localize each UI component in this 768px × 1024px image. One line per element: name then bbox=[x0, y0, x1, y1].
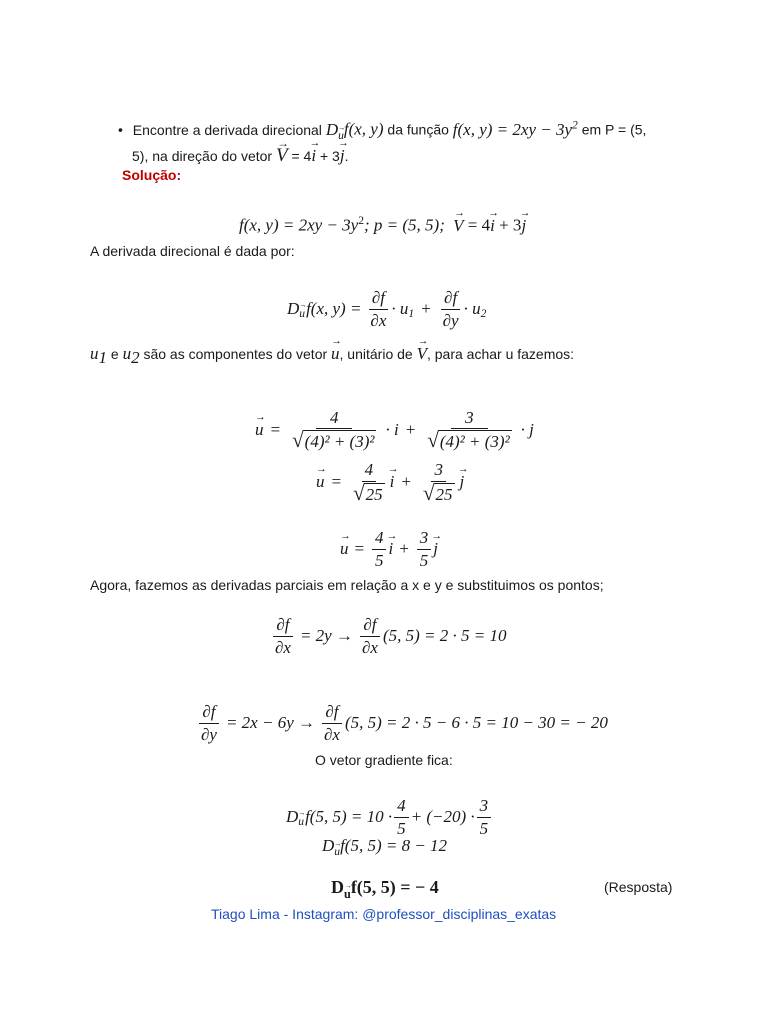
text-gradient: O vetor gradiente fica: bbox=[315, 752, 453, 768]
directional-formula: D → $_u$ f(x, y) = $\frac{\partial f}{\partial x}$ · u $_1$ + $\frac{\partial f}{\partial y}$ · u $_2$ bbox=[287, 288, 486, 330]
author-credit: Tiago Lima - Instagram: @professor_disciplinas_exatas bbox=[211, 906, 557, 922]
problem-line2-text: 5), na direção do vetor bbox=[132, 148, 273, 164]
unit-vector-expression: → u = 4 √ (4)² + (3)² · i + 3 √ (4)² + (3)² · j bbox=[255, 408, 534, 451]
vector-plus: + 3 bbox=[319, 148, 340, 164]
vector-eq: = 4 bbox=[291, 148, 312, 164]
partial-x: $\frac{\partial f}{\partial x}$ = 2y → $\frac{\partial f}{\partial x}$ (5, 5) = 2 · 5 = 10 bbox=[275, 615, 507, 657]
answer-label: (Resposta) bbox=[604, 879, 673, 895]
period: . bbox=[344, 148, 349, 164]
vector-v: → V bbox=[276, 145, 288, 167]
text-directional: A derivada direcional é dada por: bbox=[90, 243, 295, 259]
function-call: f(x, y) bbox=[343, 119, 384, 139]
given-equation: f(x, $y) = 2xy - 3y^2$; p = (5, 5); → V = 4→ i + 3→ j bbox=[239, 214, 526, 236]
unit-i: → i bbox=[311, 146, 316, 166]
text-components: $u_1$ e $u_2$ são as componentes do vetor → u, unitário de → V, para achar u fazemos: bbox=[90, 344, 574, 368]
problem-mid-text: da função bbox=[387, 121, 449, 138]
problem-point-text: em P = (5, bbox=[581, 121, 647, 138]
unit-j: → j bbox=[340, 146, 345, 166]
unit-vector-sqrt25: → u = 4 √ 25 → i + 3 √ 25 → j bbox=[316, 460, 464, 504]
unit-vector-fifths: → u = $\frac{4}{5}$ → i + $\frac{3}{5}$ → j bbox=[340, 528, 438, 570]
partial-y: $\frac{\partial f}{\partial y}$ = 2x − 6y → $\frac{\partial f}{\partial x}$ (5, 5) = 2 · 5 − 6 · 5 = 10 − 30 = − 20 bbox=[201, 702, 608, 744]
problem-line-1 bbox=[118, 118, 646, 142]
bullet: • bbox=[118, 121, 123, 138]
problem-line-2 bbox=[132, 145, 348, 167]
result-line-1: D → $_u$ f(5, 5) = 10 · $\frac{4}{5}$ + (−20) · $\frac{3}{5}$ bbox=[286, 796, 493, 838]
final-answer: D→ $_u$f(5, 5) = − 4 bbox=[331, 877, 439, 902]
result-line-2: D→ $_u$f(5, 5) = 8 − 12 bbox=[322, 836, 447, 858]
solution-label: Solução: bbox=[122, 167, 182, 183]
function-definition: f(x, $y) = 2xy - 3y^2$ bbox=[452, 118, 578, 139]
problem-intro: Encontre a derivada direcional bbox=[132, 121, 322, 138]
operator-d: D→ $_u$ bbox=[326, 120, 344, 139]
text-partial: Agora, fazemos as derivadas parciais em relação a x e y e substituimos os pontos; bbox=[90, 577, 604, 593]
